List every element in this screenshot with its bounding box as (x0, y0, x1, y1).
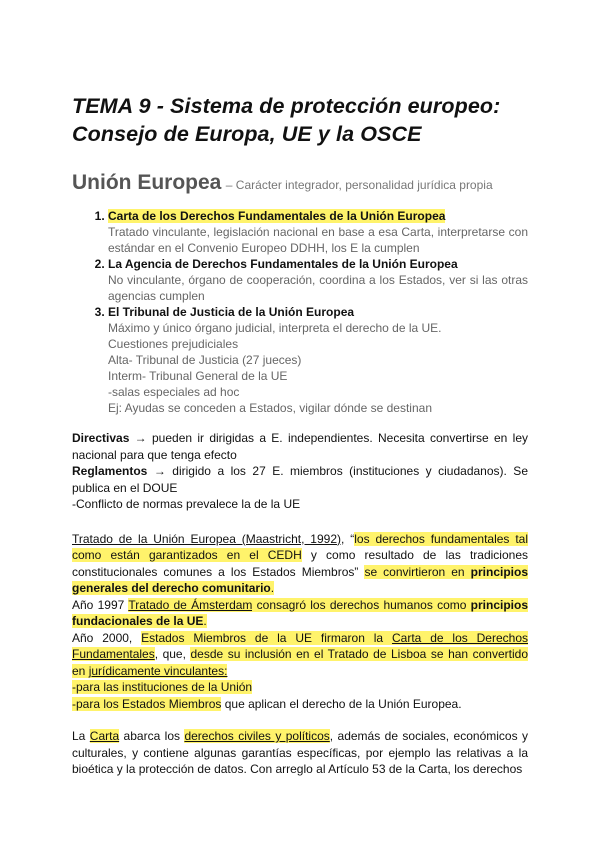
maastricht-paragraph (72, 531, 528, 597)
directivas-paragraph (72, 430, 528, 463)
highlight-underline-text: Carta (89, 729, 120, 743)
reglamentos-paragraph (72, 463, 528, 496)
highlight-text: los derechos fundamentales tal como están garantizados en el CEDH (72, 531, 528, 562)
text-run: , “ (341, 531, 355, 546)
reglamentos-text: → dirigido a los 27 E. miembros (instituciones y ciudadanos). Se publica en el DOUE (72, 464, 528, 495)
text-run: La (72, 729, 90, 743)
list-item-line: Interm- Tribunal General de la UE (108, 369, 288, 383)
page-title: TEMA 9 - Sistema de protección europeo: Consejo de Europa, UE y la OSCE (72, 94, 501, 146)
directivas-term: Directivas (72, 431, 130, 445)
list-item-line: Tratado vinculante, legislación nacional en base a esa Carta, interpretarse con estándar en el Convenio Europeo DDHH, los E la cumplen (108, 225, 528, 255)
highlight-underline-text: derechos civiles y políticos (184, 729, 330, 743)
text-run: que aplican el derecho de la Unión Europea. (221, 696, 462, 711)
text-run: Año 1997 (72, 597, 129, 612)
carta-paragraph (72, 728, 528, 778)
document-page (72, 92, 528, 778)
highlight-text: Estados Miembros de la UE firmaron la (141, 630, 392, 645)
highlight-text: -para los Estados Miembros (72, 696, 222, 711)
numbered-list (72, 208, 528, 416)
list-item-line: Cuestiones prejudiciales (108, 337, 239, 351)
year-2000-paragraph (72, 630, 528, 680)
list-item-line: Alta- Tribunal de Justicia (27 jueces) (108, 353, 302, 367)
text-run: . (203, 614, 207, 628)
highlight-text: -para las instituciones de la Unión (72, 680, 253, 694)
amsterdam-paragraph (72, 597, 528, 630)
text-run: . (270, 581, 275, 595)
list-item-title: El Tribunal de Justicia de la Unión Europea (108, 305, 355, 319)
text-run: abarca los (119, 729, 185, 743)
list-item-title: La Agencia de Derechos Fundamentales de la Unión Europea (108, 257, 458, 271)
list-item (108, 256, 528, 304)
list-item-line: Máximo y único órgano judicial, interpreta el derecho de la UE. (108, 321, 442, 335)
highlight-text: se convirtieron en (364, 564, 471, 579)
directivas-text: → pueden ir dirigidas a E. independientes. Necesita convertirse en ley nacional para que tenga efecto (72, 431, 528, 462)
highlight-bold-text: principios fundacionales de la UE (72, 597, 528, 628)
estados-line (72, 696, 528, 713)
section-heading: Unión Europea (72, 171, 222, 194)
instituciones-line (72, 679, 528, 696)
highlight-underline-text: Carta de los Derechos Fundamentales (72, 630, 528, 661)
list-item (108, 208, 528, 256)
text-run: , que, (154, 647, 191, 661)
text-run: y como resultado de las tradiciones constitucionales comunes a los Estados Miembros” (72, 548, 528, 579)
conflicto-paragraph: -Conflicto de normas prevalece la de la UE (72, 497, 301, 511)
list-item-line: -salas especiales ad hoc (108, 385, 240, 399)
text-run: Año 2000, (72, 630, 142, 645)
maastricht-link-text: Tratado de la Unión Europea (Maastricht, 1992) (72, 531, 342, 546)
highlight-text: consagró los derechos humanos como (252, 597, 471, 612)
list-item (108, 304, 528, 416)
highlight-underline-text: jurídicamente vinculantes: (88, 663, 228, 678)
section-subtitle: – Carácter integrador, personalidad jurídica propia (225, 178, 493, 192)
list-item-line: Ej: Ayudas se conceden a Estados, vigilar dónde se destinan (108, 401, 432, 415)
list-item-line: No vinculante, órgano de cooperación, coordina a los Estados, ver si las otras agencias cumplen (108, 273, 528, 303)
section-header (72, 170, 528, 198)
list-item-title: Carta de los Derechos Fundamentales de la Unión Europea (108, 209, 446, 223)
highlight-bold-text: principios generales del derecho comunitario (72, 564, 528, 595)
reglamentos-term: Reglamentos (72, 464, 148, 478)
text-run: , además de sociales, económicos y culturales, y contiene algunas garantías específicas, por ejemplo las relativas a la bioética y la protección de datos. Con arreglo al Artículo 53 de la Carta, los derechos (72, 729, 528, 776)
highlight-text: desde su inclusión en el Tratado de Lisboa se han convertido en (72, 647, 529, 678)
highlight-underline-text: Tratado de Ámsterdam (128, 597, 253, 612)
